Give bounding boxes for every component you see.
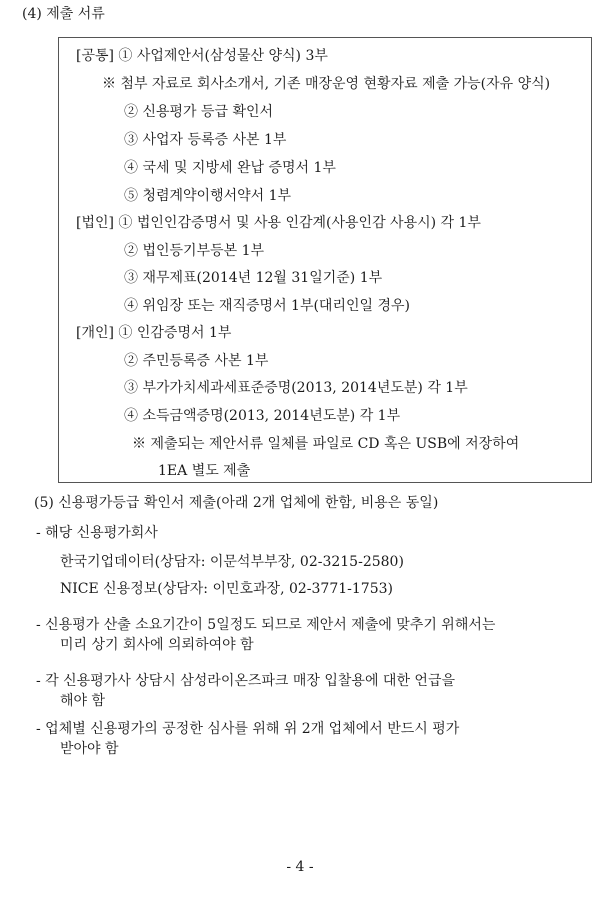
section-4-title: (4) 제출 서류	[22, 6, 105, 22]
bullet-mention-cont: 해야 함	[60, 693, 106, 709]
bullet-fair-review-cont: 받아야 함	[60, 741, 119, 757]
bullet-lead-time-cont: 미리 상기 회사에 의뢰하여야 함	[60, 637, 254, 653]
common-item-3: ③ 사업자 등록증 사본 1부	[124, 132, 287, 148]
common-item-5: ⑤ 청렴계약이행서약서 1부	[124, 188, 292, 204]
common-item-4: ④ 국세 및 지방세 완납 증명서 1부	[124, 160, 336, 176]
common-item-2: ② 신용평가 등급 확인서	[124, 104, 274, 120]
agency-kodata: 한국기업데이터(상담자: 이문석부부장, 02-3215-2580)	[60, 554, 404, 570]
section-5-title: (5) 신용평가등급 확인서 제출(아래 2개 업체에 한함, 비용은 동일)	[34, 495, 439, 511]
individual-item-1: [개인] ① 인감증명서 1부	[76, 325, 232, 341]
corp-item-3: ③ 재무제표(2014년 12월 31일기준) 1부	[124, 270, 383, 286]
common-note: ※ 첨부 자료로 회사소개서, 기존 매장운영 현황자료 제출 가능(자유 양식)	[102, 76, 551, 92]
corp-item-4: ④ 위임장 또는 재직증명서 1부(대리인일 경우)	[124, 298, 410, 314]
submission-note: ※ 제출되는 제안서류 일체를 파일로 CD 혹은 USB에 저장하여	[132, 436, 520, 452]
bullet-credit-agencies: - 해당 신용평가회사	[36, 525, 158, 541]
bullet-fair-review: - 업체별 신용평가의 공정한 심사를 위해 위 2개 업체에서 반드시 평가	[36, 721, 460, 737]
agency-nice: NICE 신용정보(상담자: 이민호과장, 02-3771-1753)	[60, 581, 393, 597]
corp-item-1: [법인] ① 법인인감증명서 및 사용 인감계(사용인감 사용시) 각 1부	[76, 215, 481, 231]
corp-item-2: ② 법인등기부등본 1부	[124, 243, 264, 259]
bullet-mention: - 각 신용평가사 상담시 삼성라이온즈파크 매장 입찰용에 대한 언급을	[36, 673, 456, 689]
individual-item-3: ③ 부가가치세과세표준증명(2013, 2014년도분) 각 1부	[124, 380, 468, 396]
common-item-1: [공통] ① 사업제안서(삼성물산 양식) 3부	[76, 48, 328, 64]
submission-note-cont: 1EA 별도 제출	[158, 463, 251, 479]
page-number: - 4 -	[286, 859, 314, 875]
bullet-lead-time: - 신용평가 산출 소요기간이 5일정도 되므로 제안서 제출에 맞추기 위해서는	[36, 617, 496, 633]
individual-item-2: ② 주민등록증 사본 1부	[124, 353, 269, 369]
individual-item-4: ④ 소득금액증명(2013, 2014년도분) 각 1부	[124, 408, 401, 424]
